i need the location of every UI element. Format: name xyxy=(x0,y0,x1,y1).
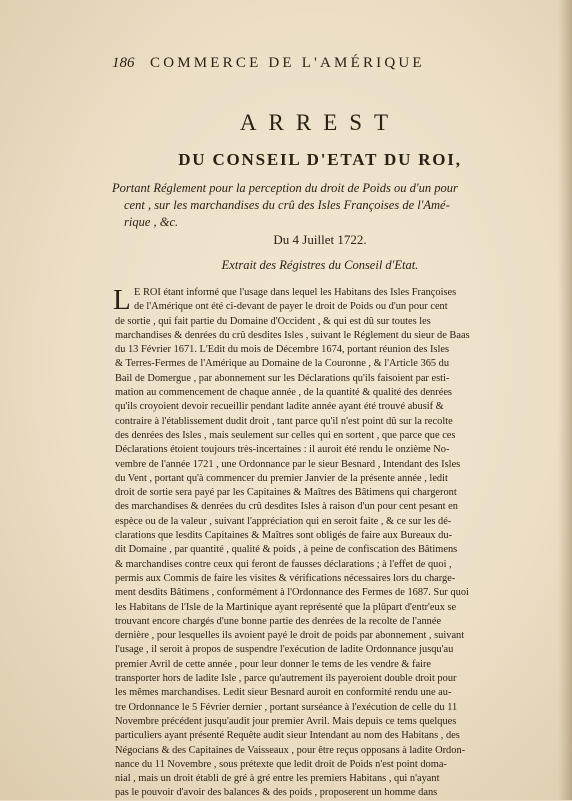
body-line: particuliers ayant présenté Requête audit sieur Intendant au nom des Habitans , des xyxy=(115,730,460,742)
body-line: l'usage , il seroit à propos de suspendre l'exécution de ladite Ordonnance jusqu'au xyxy=(115,644,454,656)
extract-line: Extrait des Régistres du Conseil d'Etat. xyxy=(221,258,419,272)
document-date: Du 4 Juillet 1722. xyxy=(273,232,367,247)
body-line: de l'Amérique ont été ci-devant de payer le droit de Poids ou d'un pour cent xyxy=(134,301,448,313)
subtitle-line: Portant Réglement pour la perception du droit de Poids ou d'un pour xyxy=(112,181,458,195)
body-line: trouvant encore chargés d'une bonne partie des denrées de la recolte de l'année xyxy=(115,615,442,627)
body-line: du 13 Février 1671. L'Edit du mois de Décembre 1674, portant réunion des Isles xyxy=(115,344,450,356)
body-line: les mêmes marchandises. Ledit sieur Besnard auroit en conformité rendu une au- xyxy=(115,687,452,699)
body-line: Négocians & des Capitaines de Vaisseaux , pour être reçus opposans à ladite Ordon- xyxy=(115,744,466,756)
body-line: dernière , pour lesquelles ils avoient payé le droit de poids par abonnement , suivant xyxy=(115,630,465,642)
body-line: Bail de Domergue , par abonnement sur les Déclarations qu'ils faisoient par esti- xyxy=(115,372,450,384)
body-line: nance du 11 Novembre , sous prétexte que ledit droit de Poids n'est point doma- xyxy=(115,758,447,770)
body-line: clarations que lesdits Capitaines & Maîtres sont obligés de faire aux Bureaux du- xyxy=(115,530,453,542)
body-line: ment desdits Bâtimens , conformément à l'Ordonnance des Fermes de 1687. Sur quoi xyxy=(115,587,469,599)
document-title: ARREST xyxy=(239,110,401,135)
body-line: E ROI étant informé que l'usage dans lequel les Habitans des Isles Françoises xyxy=(134,287,457,298)
subtitle-line: rique , &c. xyxy=(124,215,179,229)
body-line: & marchandises contre ceux qui feront de fausses déclarations ; à l'effet de quoi , xyxy=(115,558,452,570)
body-line: des marchandises & denrées du crû desdites Isles à raison d'un pour cent pesant en xyxy=(115,501,458,513)
body-text xyxy=(115,286,535,801)
body-line: qu'ils croyoient devoir recueillir pendant ladite année ayant été trouvé abusif & xyxy=(115,401,444,413)
drop-cap: L xyxy=(113,284,131,316)
running-head: COMMERCE DE L'AMÉRIQUE xyxy=(150,55,425,71)
body-line: espèce ou de la valeur , suivant l'appréciation qui en seroit faite , & ce sur les dé- xyxy=(115,515,452,527)
body-line: Déclarations étoient toujours très-incertaines : il auroit été rendu le onzième No- xyxy=(115,444,450,456)
page-header xyxy=(112,55,532,75)
subtitle-line: cent , sur les marchandises du crû des Isles Françoises de l'Amé- xyxy=(124,198,450,212)
page-edge-shadow xyxy=(558,0,572,800)
body-line: dit Domaine , par quantité , qualité & poids , à peine de confiscation des Bâtimens xyxy=(115,544,458,556)
body-line: des denrées des Isles , mais seulement sur celles qui en sortent , que parce que ces xyxy=(115,429,456,441)
body-line: & Terres-Fermes de l'Amérique au Domaine de la Couronne , & l'Article 365 du xyxy=(115,358,450,370)
body-line: de sortie , qui fait partie du Domaine d'Occident , & qui est dû sur toutes les xyxy=(115,315,431,327)
page-number: 186 xyxy=(112,55,135,71)
body-line: marchandises & denrées du crû desdites Isles , suivant le Réglement du sieur de Baas xyxy=(115,329,470,341)
document-subtitle-heading: DU CONSEIL D'ETAT DU ROI, xyxy=(178,150,462,169)
body-line: transporter hors de ladite Isle , parce qu'autrement ils payeroient double droit pour xyxy=(115,673,457,685)
body-line: pas le pouvoir d'avoir des balances & des poids , proposerent un homme dans xyxy=(115,787,438,799)
body-line: mation au commencement de chaque année , de la quantité & qualité des denrées xyxy=(115,387,452,399)
body-line: contraire à l'établissement dudit droit , tant parce qu'il n'est point dû sur la recolte xyxy=(115,415,453,427)
body-line: nial , mais un droit établi de gré à gré entre les premiers Habitans , qui n'ayant xyxy=(115,773,440,785)
document-subtitle xyxy=(112,180,532,231)
body-line: tre Ordonnance le 5 Février dernier , portant surséance à l'exécution de celle du 11 xyxy=(115,701,458,713)
body-line: du Vent , portant qu'à commencer du premier Janvier de la présente année , ledit xyxy=(115,472,448,484)
body-line: vembre de l'année 1721 , une Ordonnance par le sieur Besnard , Intendant des Isles xyxy=(115,458,461,470)
body-line: Novembre précédent jusqu'audit jour premier Avril. Mais depuis ce tems quelques xyxy=(115,715,457,727)
body-line: les Habitans de l'Isle de la Martinique ayant représenté que la plûpart d'entr'eux se xyxy=(115,601,457,613)
body-line: droit de sortie sera payé par les Capitaines & Maîtres des Bâtimens qui chargeront xyxy=(115,487,457,499)
body-line: premier Avril de cette année , pour leur donner le tems de les vendre & faire xyxy=(115,658,432,670)
body-line: permis aux Commis de faire les visites & vérifications nécessaires lors du charge- xyxy=(115,572,456,584)
